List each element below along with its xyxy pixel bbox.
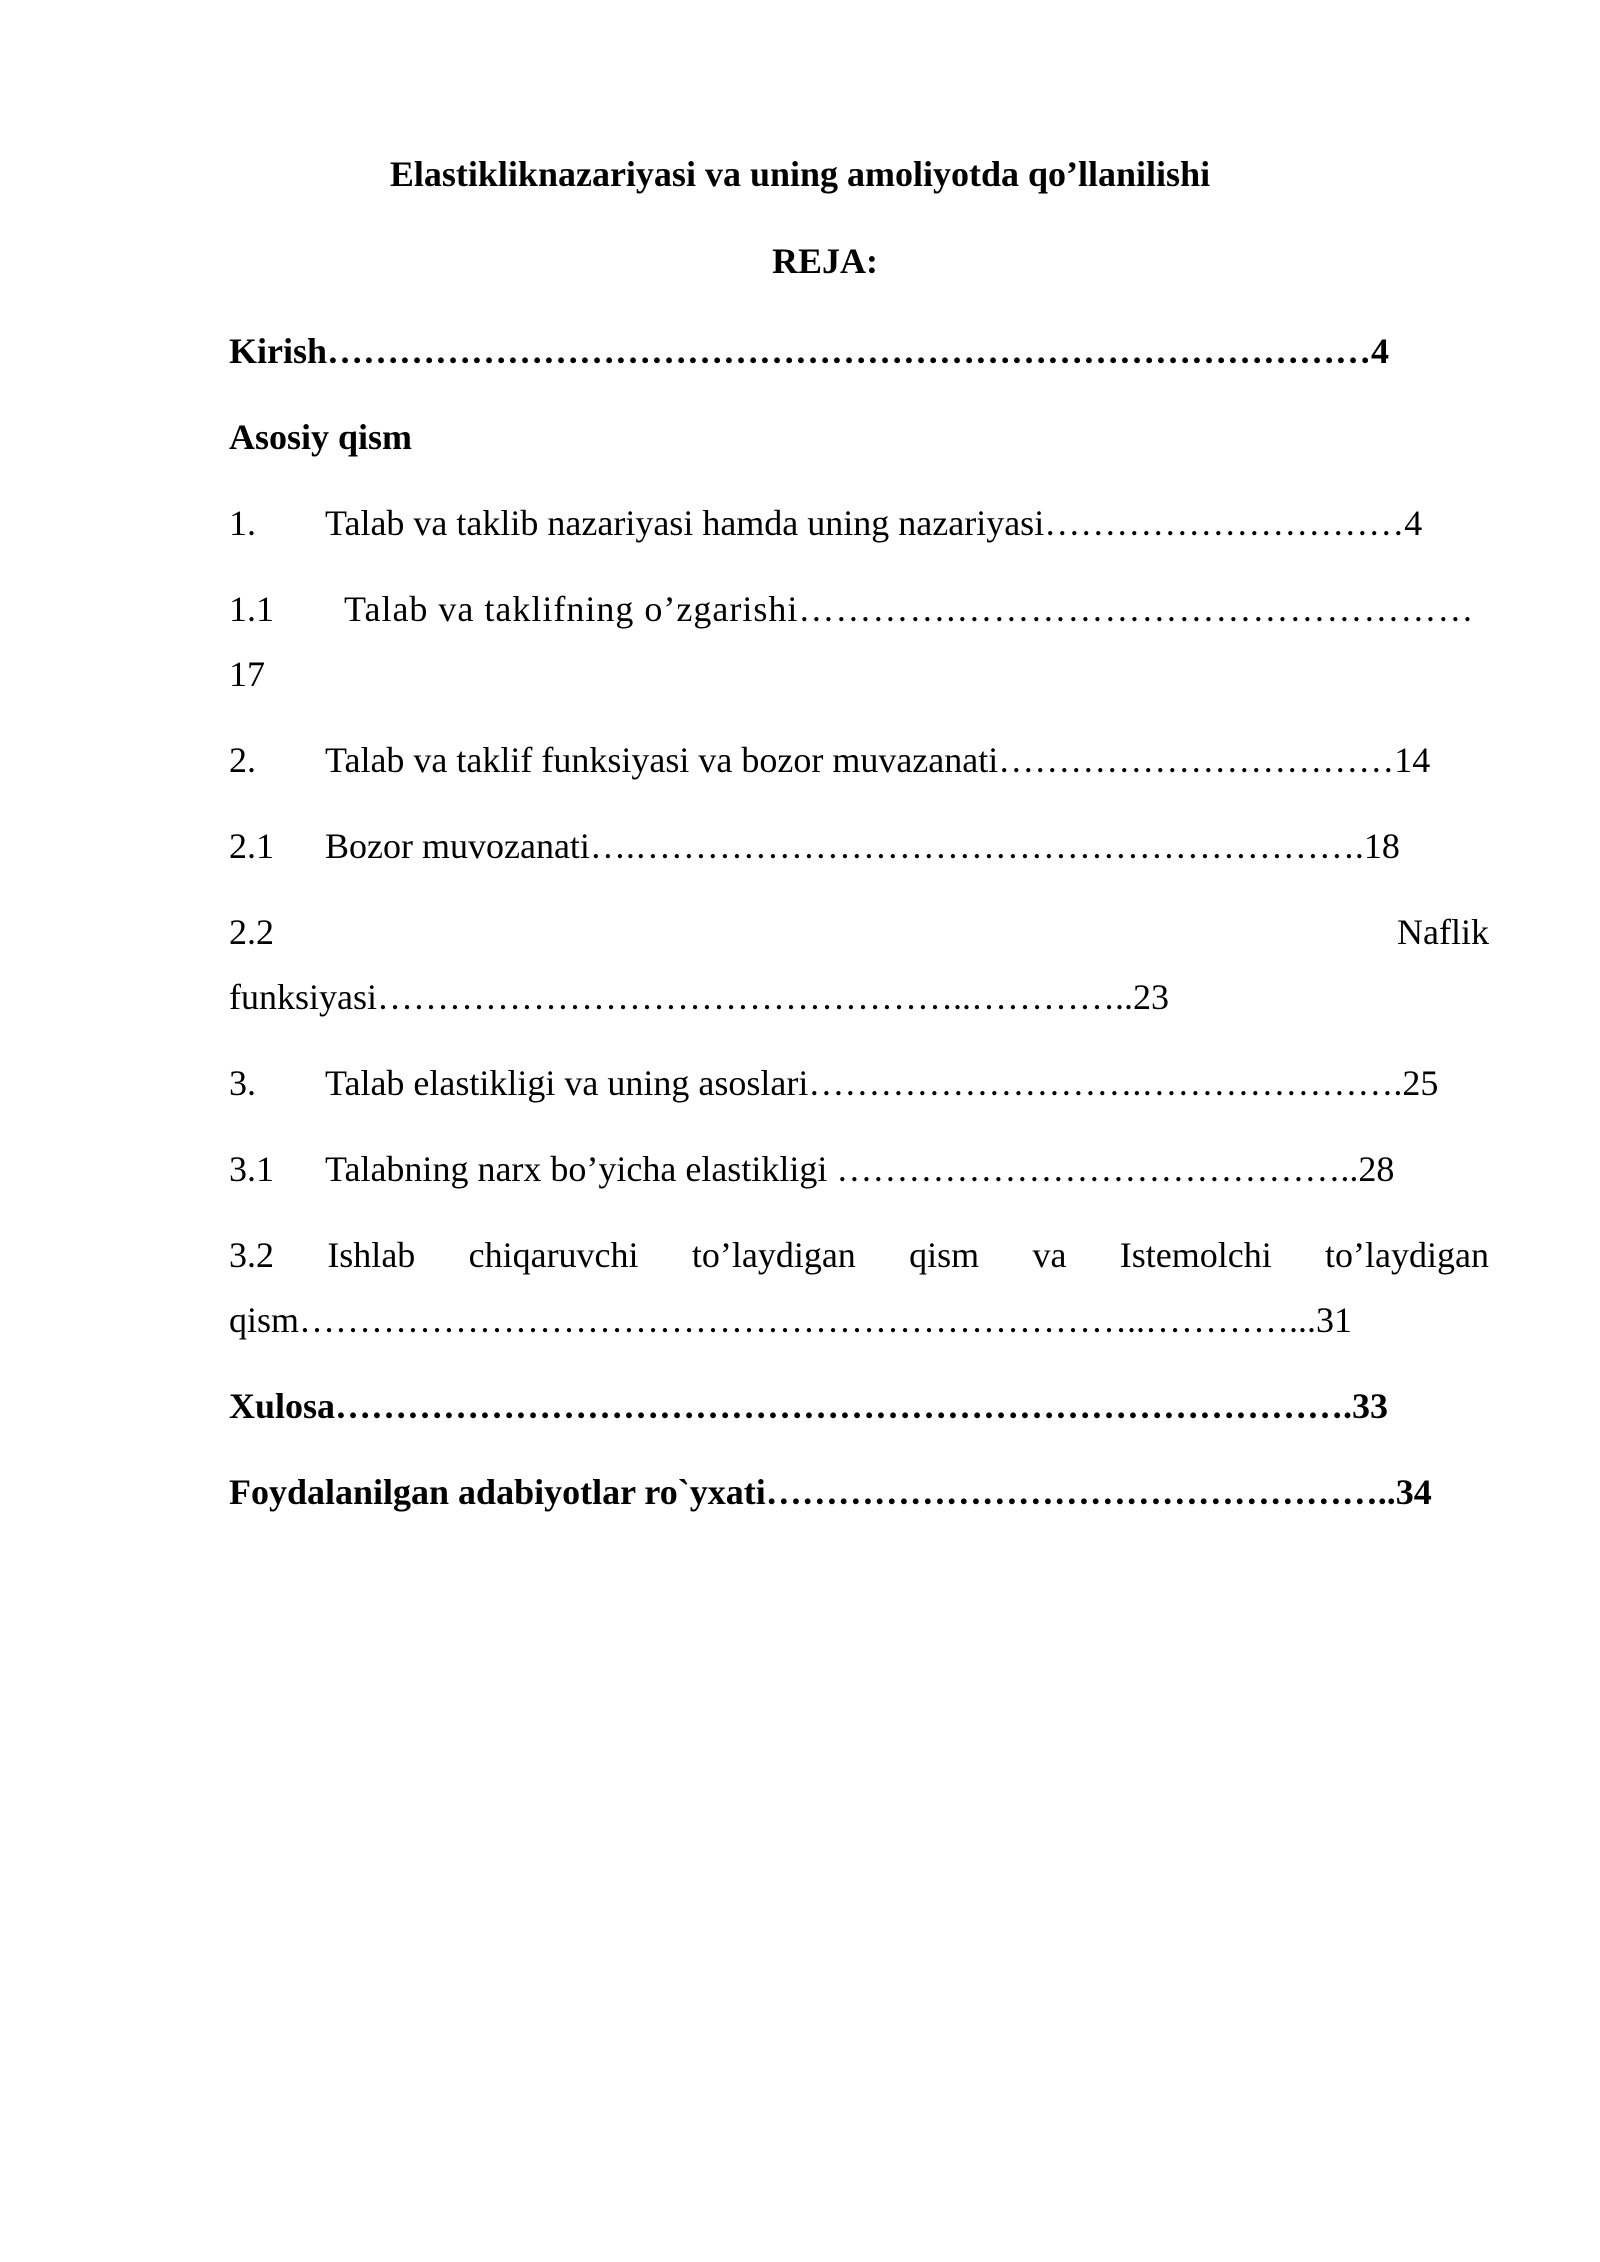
toc-item-text: Talab va taklib nazariyasi hamda uning nazariyasi…………………………4 [325, 503, 1423, 543]
toc-item-word: Istemolchi [1119, 1235, 1272, 1275]
toc-item-number: 3.1 [229, 1149, 274, 1189]
toc-xulosa: Xulosa………………………………………………………………………….33 [229, 1386, 1389, 1426]
toc-kirish: Kirish……………………………………………………………………………4 [229, 331, 1390, 371]
toc-item-2 [229, 736, 1489, 784]
toc-item-word: qism [909, 1235, 980, 1275]
toc-item-text: Talabning narx bo’yicha elastikligi ……………………………………..28 [325, 1149, 1395, 1189]
toc-item-2-1 [229, 822, 1489, 870]
toc-item-3 [229, 1059, 1489, 1107]
toc-item-3-2 [229, 1231, 1489, 1279]
toc-adabiyotlar: Foydalanilgan adabiyotlar ro`yxati……………………………………………..34 [229, 1472, 1432, 1512]
toc-item-number: 2.1 [229, 826, 274, 866]
toc-item-number: 3.2 [229, 1235, 274, 1275]
toc-item-3-2-continuation: qism……………………………………………………………..…………...31 [229, 1300, 1353, 1340]
toc-item-text: Talab elastikligi va uning asoslari……………………….………………….25 [325, 1063, 1439, 1103]
toc-item-1-1 [229, 585, 1489, 633]
toc-item-word: to’laydigan [1325, 1235, 1489, 1275]
toc-item-number: 2.2 [229, 912, 274, 952]
toc-item-text: Talab va taklif funksiyasi va bozor muvazanati……………………………14 [325, 740, 1431, 780]
plan-heading: REJA: [772, 241, 878, 281]
toc-item-word: va [1032, 1235, 1067, 1275]
toc-item-1 [229, 499, 1489, 547]
toc-item-3-1 [229, 1145, 1489, 1193]
toc-item-number: 1.1 [229, 589, 274, 629]
toc-item-number: 2. [229, 740, 256, 780]
toc-item-word: Ishlab [327, 1235, 416, 1275]
toc-item-word: Naflik [1397, 912, 1489, 952]
toc-item-text: Bozor muvozanati….…………………………………………………….18 [325, 826, 1400, 866]
toc-item-number: 1. [229, 503, 256, 543]
toc-item-text: Talab va taklifning o’zgarishi………….…………………………………… [344, 589, 1475, 629]
document-title: Elastikliknazariyasi va uning amoliyotda qo’llanilishi [389, 154, 1211, 194]
toc-asosiy-qism: Asosiy qism [229, 417, 413, 457]
toc-item-2-2 [229, 908, 1489, 956]
toc-item-1-1-page: 17 [229, 654, 265, 694]
toc-item-number: 3. [229, 1063, 256, 1103]
toc-item-word: to’laydigan [691, 1235, 856, 1275]
toc-item-2-2-continuation: funksiyasi…………………………………………..…………..23 [229, 977, 1169, 1017]
toc-item-word: chiqaruvchi [468, 1235, 639, 1275]
